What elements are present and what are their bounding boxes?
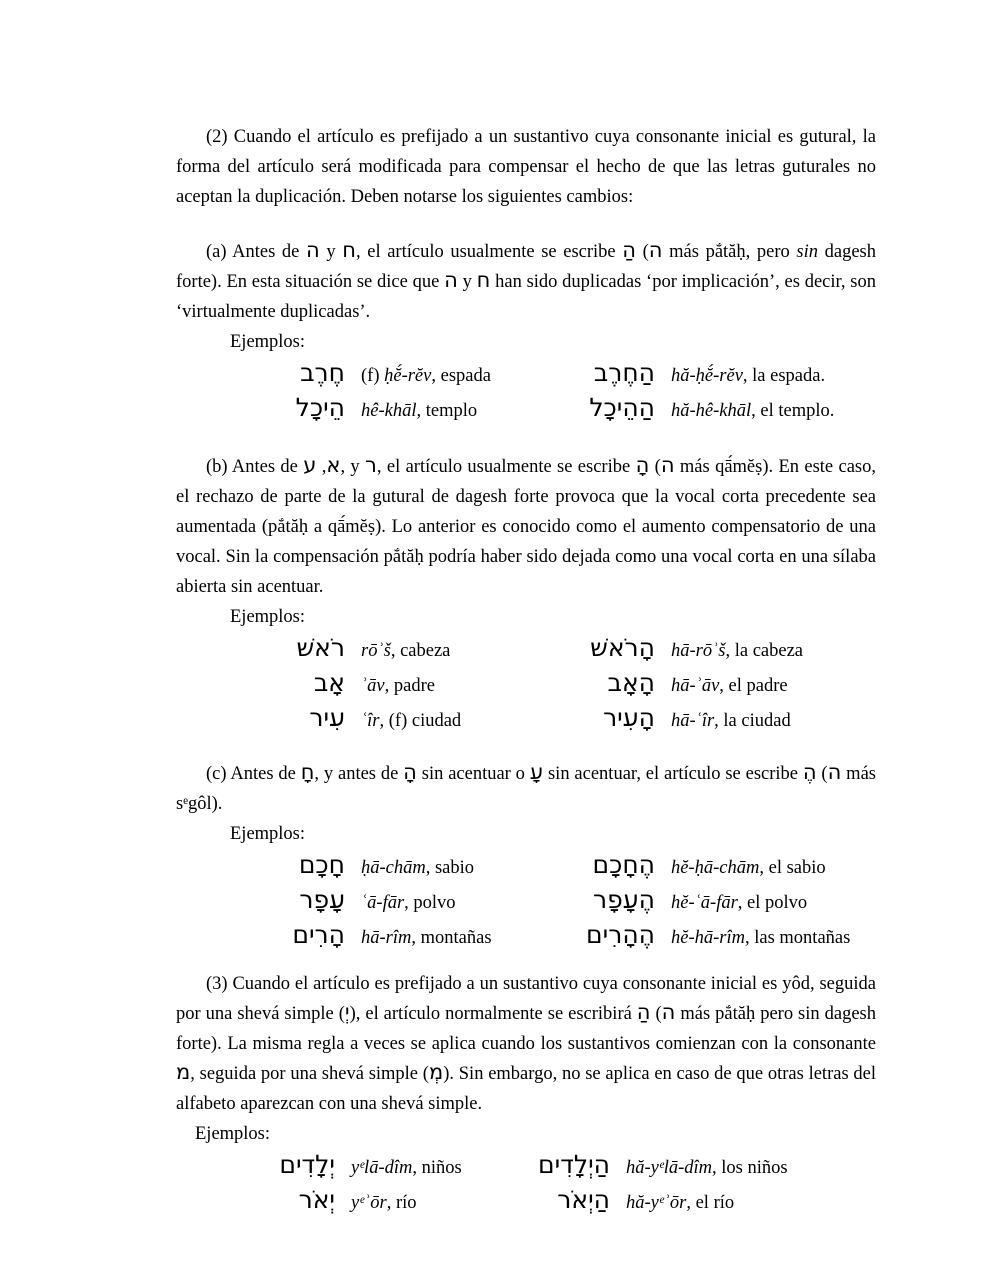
text-segment: , (f) ciudad — [379, 711, 462, 731]
text-segment: ʿā-fār — [361, 893, 405, 913]
examples-label-3: Ejemplos: — [195, 1124, 271, 1144]
transliteration-with-article — [671, 888, 876, 919]
text-segment: ), el artículo normalmente se escribirá — [349, 1004, 637, 1024]
examples-label-c: Ejemplos: — [230, 824, 306, 844]
transliteration — [361, 706, 556, 737]
text-segment: , y — [340, 457, 366, 477]
hebrew-inline: ה — [648, 238, 663, 262]
hebrew-inline: א — [326, 453, 341, 477]
transliteration — [361, 923, 556, 954]
text-segment: , el artículo usualmente se escribe — [355, 242, 623, 262]
example-row — [176, 667, 876, 702]
hebrew-inline: ח — [476, 268, 491, 292]
text-segment: , polvo — [404, 893, 456, 913]
hebrew-word: חֶרֶב — [300, 358, 345, 387]
text-segment: hă-hê-khāl — [671, 401, 752, 421]
hebrew-inline: חָ — [300, 760, 315, 784]
hebrew-inline: ה — [827, 760, 842, 784]
paragraph-rule-2b — [176, 452, 876, 602]
hebrew-inline: עָ — [529, 760, 544, 784]
examples-table-c — [176, 849, 876, 954]
hebrew-inline: ר — [365, 453, 377, 477]
hebrew-word-with-article: הָעִיר — [603, 703, 655, 732]
hebrew-word: חָכָם — [298, 850, 345, 879]
text-segment: , montañas — [411, 928, 492, 948]
transliteration-with-article — [671, 636, 876, 667]
hebrew-word-with-article: הֶהָרִים — [586, 920, 655, 949]
examples-label-b: Ejemplos: — [230, 607, 306, 627]
hebrew-inline: מ — [176, 1060, 191, 1084]
text-segment: (2) Cuando el artículo es prefijado a un sustantivo cuya consonante inicial es gutural, la forma del artículo será modificada para compensar el hecho de que las letras guturales no aceptan la duplicación. Deben notarse los siguientes cambios: — [176, 127, 876, 207]
example-row — [176, 357, 876, 392]
transliteration-with-article — [671, 671, 876, 702]
transliteration-with-article — [671, 361, 876, 392]
hebrew-word: יְאֹר — [298, 1185, 335, 1214]
text-segment: , sabio — [425, 858, 475, 878]
transliteration — [351, 1188, 506, 1219]
text-segment: , el sabio — [759, 858, 826, 878]
text-segment: ( — [650, 1004, 662, 1024]
hebrew-word-with-article: הַהֵיכָל — [589, 393, 655, 422]
hebrew-inline: ה — [660, 453, 675, 477]
transliteration — [351, 1153, 506, 1184]
text-segment: ḥā-chām — [361, 858, 426, 878]
transliteration — [361, 396, 556, 427]
text-segment: , el templo. — [751, 401, 835, 421]
example-row — [176, 919, 876, 954]
hebrew-inline: ה — [306, 238, 320, 262]
transliteration — [361, 853, 556, 884]
text-segment: (c) Antes de — [206, 764, 301, 784]
text-segment: (3) Cuando el artículo es prefijado a un sustantivo cuya consonante inicial es yôd, seguida por una shevá simple ( — [176, 974, 876, 1024]
text-segment: , el padre — [719, 676, 788, 696]
example-row — [176, 884, 876, 919]
text-segment: (f) — [361, 366, 385, 386]
hebrew-word-with-article: הָרֹאשׁ — [590, 633, 655, 662]
text-segment: , espada — [431, 366, 491, 386]
hebrew-inline: ה — [444, 268, 458, 292]
text-segment: , las montañas — [744, 928, 851, 948]
hebrew-inline: ה — [661, 1000, 676, 1024]
text-segment: ). Sin embargo, no se aplica en caso de que otras letras del alfabeto aparezcan con una shevá simple. — [176, 1064, 877, 1114]
text-segment: , el artículo usualmente se escribe — [376, 457, 636, 477]
hebrew-inline: ע — [303, 453, 317, 477]
transliteration — [361, 361, 556, 392]
examples-table-3 — [176, 1149, 876, 1219]
examples-label-a: Ejemplos: — [230, 332, 306, 352]
example-row — [176, 1184, 876, 1219]
text-segment: hā-rōʾš — [671, 641, 726, 661]
text-segment: hê-khāl — [361, 401, 417, 421]
text-segment: yᵉʾōr — [351, 1193, 387, 1213]
hebrew-inline: הַ — [622, 238, 636, 262]
text-segment: hĕ-hā-rîm — [671, 928, 745, 948]
text-segment: , padre — [384, 676, 435, 696]
text-segment: hĕ-ʿā-fār — [671, 893, 738, 913]
transliteration-with-article — [626, 1153, 876, 1184]
transliteration-with-article — [671, 853, 876, 884]
text-segment: más qā́mĕṣ). En este caso, el rechazo de parte de la gutural de dagesh forte provoca que la vocal corta precedente sea aumentada (pắtăḥ a qā́mĕṣ). Lo anterior es conocido como el aumento compensatorio de una vocal. Sin la compensación pắtăḥ podría haber sido dejada como una vocal corta en una sílaba abierta sin acentuar. — [176, 457, 876, 597]
transliteration — [361, 636, 556, 667]
hebrew-inline: יְ — [344, 1000, 350, 1024]
text-segment: rōʾš — [361, 641, 391, 661]
text-segment: (a) Antes de — [206, 242, 307, 262]
text-segment: ( — [816, 764, 828, 784]
hebrew-word-with-article: הַיְלָדִים — [538, 1150, 610, 1179]
transliteration-with-article — [671, 923, 876, 954]
text-segment: hā-ʾāv — [671, 676, 720, 696]
text-segment: más sᵉgôl). — [176, 764, 876, 814]
paragraph-rule-3 — [176, 969, 876, 1119]
text-segment: , la espada. — [742, 366, 826, 386]
text-segment: , cabeza — [390, 641, 451, 661]
text-segment: ḥĕ́-rĕv — [384, 366, 432, 386]
example-row — [176, 849, 876, 884]
transliteration — [361, 888, 556, 919]
text-segment: hă-yᵉlā-dîm — [626, 1158, 713, 1178]
paragraph-rule-2 — [176, 122, 876, 212]
text-segment: hā-ʿîr — [671, 711, 715, 731]
text-segment: más pắtăḥ pero sin dagesh forte). La misma regla a veces se aplica cuando los sustantivos comienzan con la consonante — [176, 1004, 876, 1054]
example-row — [176, 392, 876, 427]
transliteration-with-article — [671, 396, 876, 427]
text-segment: , niños — [412, 1158, 462, 1178]
hebrew-word: רֹאשׁ — [296, 633, 345, 662]
text-segment: ʿîr — [361, 711, 380, 731]
text-segment: hă-ḥĕ́-rĕv — [671, 366, 743, 386]
text-segment: sin acentuar, el artículo se escribe — [543, 764, 803, 784]
hebrew-word: יְלָדִים — [279, 1150, 335, 1179]
transliteration-with-article — [626, 1188, 876, 1219]
hebrew-word-with-article: הַיְאֹר — [557, 1185, 610, 1214]
text-segment: , los niños — [712, 1158, 788, 1178]
hebrew-inline: הָ — [635, 453, 650, 477]
hebrew-word-with-article: הֶעָפָר — [593, 885, 655, 914]
text-segment: hĕ-ḥā-chām — [671, 858, 760, 878]
hebrew-word: עָפָר — [299, 885, 345, 914]
hebrew-inline: הַ — [636, 1000, 651, 1024]
example-row — [176, 632, 876, 667]
hebrew-word: אָב — [313, 668, 345, 697]
text-segment: sin — [796, 242, 818, 262]
text-column — [176, 108, 876, 1219]
hebrew-inline: הֶ — [802, 760, 817, 784]
hebrew-word: עִיר — [309, 703, 345, 732]
text-segment: , río — [386, 1193, 417, 1213]
example-row — [176, 702, 876, 737]
text-segment: ( — [649, 457, 661, 477]
hebrew-word-with-article: הָאָב — [607, 668, 655, 697]
hebrew-word: הָרִים — [292, 920, 345, 949]
text-segment: (b) Antes de — [206, 457, 304, 477]
hebrew-inline: הָ — [403, 760, 417, 784]
paragraph-rule-2c — [176, 759, 876, 819]
text-segment: y — [319, 242, 343, 262]
text-segment: , el polvo — [737, 893, 808, 913]
hebrew-word-with-article: הַחֶרֶב — [593, 358, 655, 387]
text-segment: , el río — [686, 1193, 735, 1213]
transliteration — [361, 671, 556, 702]
hebrew-word-with-article: הֶחָכָם — [592, 850, 655, 879]
hebrew-word: הֵיכָל — [295, 393, 345, 422]
text-segment: ( — [636, 242, 649, 262]
text-segment: , seguida por una shevá simple ( — [190, 1064, 429, 1084]
text-segment: ʾāv — [361, 676, 385, 696]
text-segment: , la ciudad — [714, 711, 791, 731]
text-segment: , y antes de — [314, 764, 404, 784]
examples-table-a — [176, 357, 876, 427]
paragraph-rule-2a — [176, 237, 876, 327]
text-segment: dagesh forte). En esta situación se dice que — [176, 242, 876, 292]
text-segment: sin acentuar o — [416, 764, 530, 784]
text-segment: más pắtăḥ, pero — [662, 242, 797, 262]
examples-table-b — [176, 632, 876, 737]
text-segment: yᵉlā-dîm — [351, 1158, 413, 1178]
transliteration-with-article — [671, 706, 876, 737]
text-segment: hā-rîm — [361, 928, 412, 948]
hebrew-inline: מְ — [428, 1060, 444, 1084]
hebrew-inline: ח — [342, 238, 356, 262]
text-segment: han sido duplicadas ‘por implicación’, es decir, son ‘virtualmente duplicadas’. — [176, 272, 877, 322]
text-segment: , templo — [416, 401, 478, 421]
text-segment: , la cabeza — [725, 641, 804, 661]
example-row — [176, 1149, 876, 1184]
text-segment: , — [316, 457, 327, 477]
text-segment: hă-yᵉʾōr — [626, 1193, 687, 1213]
text-segment: y — [457, 272, 477, 292]
